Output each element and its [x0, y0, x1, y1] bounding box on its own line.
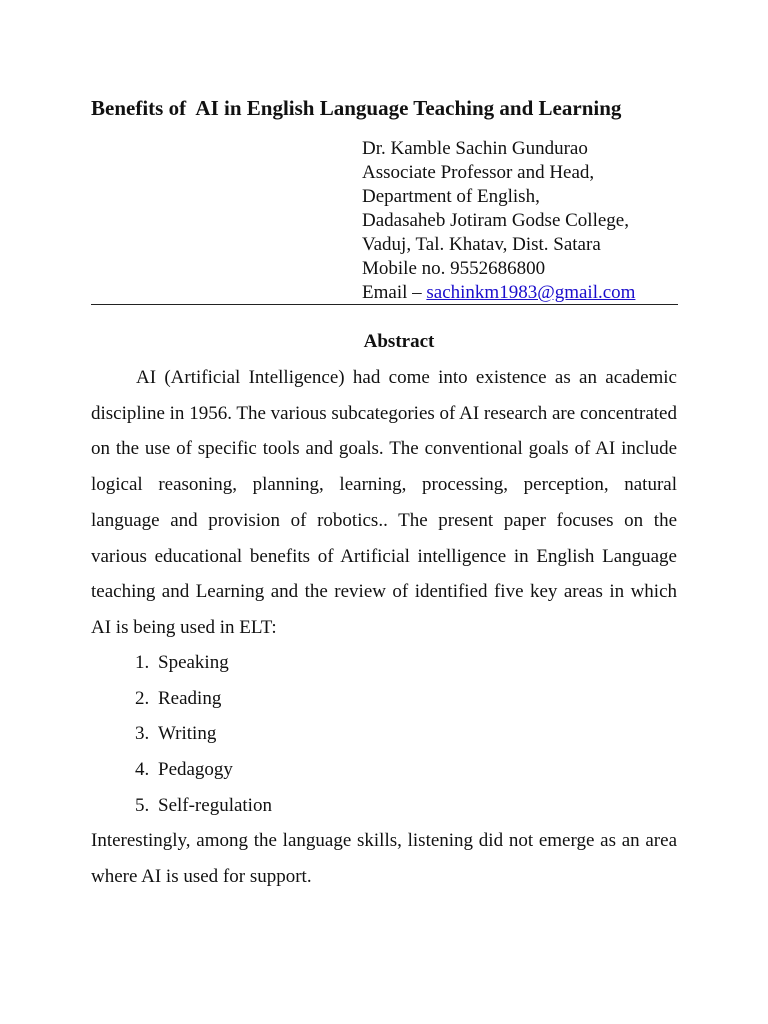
author-address: Vaduj, Tal. Khatav, Dist. Satara: [362, 234, 601, 255]
author-department: Department of English,: [362, 186, 540, 207]
author-designation: Associate Professor and Head,: [362, 162, 595, 183]
list-number: 5.: [135, 794, 150, 816]
list-number: 1.: [135, 652, 150, 673]
abstract-paragraph: AI (Artificial Intelligence) had come into existence as an academic discipline in 1956. The various subcategories of AI research are concentrated on the use of specific tools and goals. The conventional goals of AI include logical reasoning, planning, learning, processing, perception, natural language and provision of robotics.. The present paper focuses on the various educational benefits of Artificial intelligence in English Language teaching and Learning and the review of identified five key areas in which AI is being used in ELT:: [91, 367, 677, 638]
list-label: Writing: [158, 723, 217, 745]
list-label: Pedagogy: [158, 759, 233, 781]
list-label: Speaking: [158, 652, 229, 673]
closing-paragraph: Interestingly, among the language skills, listening did not emerge as an area where AI is used for support.: [91, 830, 677, 887]
author-college: Dadasaheb Jotiram Godse College,: [362, 210, 629, 231]
author-mobile: Mobile no. 9552686800: [362, 258, 546, 279]
list-item: [91, 716, 677, 752]
author-name: Dr. Kamble Sachin Gundurao: [362, 138, 588, 159]
author-info: [362, 137, 692, 305]
list-label: Reading: [158, 687, 222, 709]
email-link[interactable]: sachinkm1983@gmail.com: [426, 282, 636, 303]
list-item: [91, 681, 677, 717]
author-email-line: [362, 281, 692, 305]
list-number: 2.: [135, 687, 150, 709]
email-prefix: Email –: [362, 282, 427, 303]
header-divider: [91, 304, 678, 305]
list-item: [91, 788, 677, 824]
list-number: 4.: [135, 759, 150, 781]
abstract-heading: Abstract: [363, 331, 435, 352]
paper-title: Benefits of AI in English Language Teaching and Learning: [91, 96, 622, 120]
key-areas-list: [91, 645, 677, 824]
list-item: [91, 752, 677, 788]
list-number: 3.: [135, 723, 150, 745]
list-label: Self-regulation: [158, 794, 272, 816]
list-item: [91, 645, 677, 681]
